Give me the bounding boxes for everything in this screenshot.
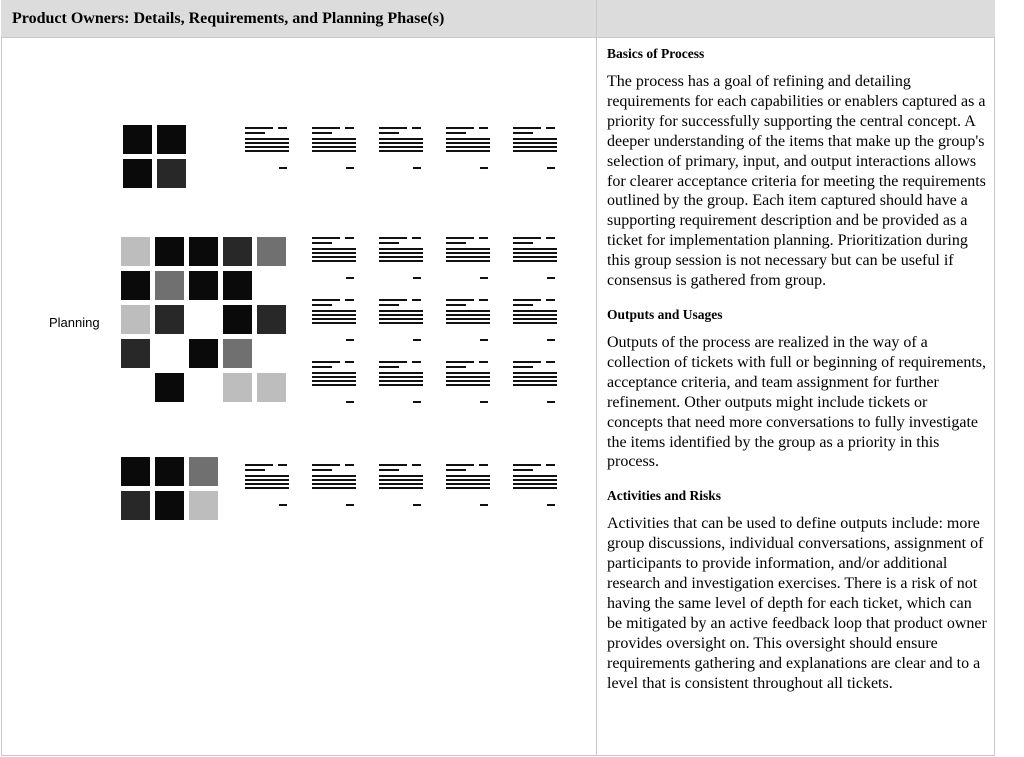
grid-square — [189, 237, 218, 266]
grid-square — [155, 237, 184, 266]
column-divider — [596, 0, 597, 756]
grid-square — [121, 457, 150, 486]
grid-square — [223, 271, 252, 300]
document-icon — [379, 237, 423, 283]
grid-square — [223, 237, 252, 266]
document-icon — [446, 299, 490, 345]
section-heading: Activities and Risks — [607, 488, 722, 504]
document-icon — [513, 127, 557, 173]
grid-square — [223, 305, 252, 334]
document-icon — [513, 237, 557, 283]
page-title: Product Owners: Details, Requirements, and Planning Phase(s) — [12, 10, 445, 27]
section-body: The process has a goal of refining and detailing requirements for each capabilities or enablers captured as a priority for successfully supporting the central concept. A deeper understanding of the items that make up the group's selection of primary, input, and output interactions allows for clearer acceptance criteria for meeting the requirements outlined by the group. Each item captured should have a supporting requirement description and be provided as a ticket for implementation planning. Prioritization during this group session is not necessary but can be useful if consensus is gathered from group. — [607, 73, 986, 290]
grid-square — [155, 271, 184, 300]
grid-square — [121, 491, 150, 520]
grid-square — [155, 373, 184, 402]
grid-square — [223, 373, 252, 402]
grid-square — [189, 491, 218, 520]
grid-square — [189, 271, 218, 300]
document-icon — [379, 464, 423, 510]
grid-square — [121, 339, 150, 368]
document-icon — [312, 299, 356, 345]
document-icon — [446, 361, 490, 407]
grid-square — [223, 339, 252, 368]
grid-square — [123, 125, 152, 154]
planning-diagram — [0, 38, 596, 756]
document-icon — [446, 127, 490, 173]
grid-square — [189, 457, 218, 486]
section-basics — [607, 46, 987, 291]
grid-square — [155, 457, 184, 486]
grid-square — [123, 159, 152, 188]
document-icon — [379, 127, 423, 173]
grid-square — [157, 159, 186, 188]
document-icon — [312, 361, 356, 407]
document-icon — [446, 464, 490, 510]
section-heading: Outputs and Usages — [607, 306, 723, 322]
grid-square — [189, 339, 218, 368]
document-icon — [245, 127, 289, 173]
grid-square — [121, 237, 150, 266]
grid-square — [121, 271, 150, 300]
section-body: Outputs of the process are realized in the way of a collection of tickets with full or beginning of requirements, acceptance criteria, and team assignment for further refinement. Other outputs might include tickets or concepts that need more conversations to fully investigate the items identified by the group as a priority in this process. — [607, 333, 987, 471]
document-icon — [312, 127, 356, 173]
document-icon — [379, 299, 423, 345]
document-icon — [446, 237, 490, 283]
row-label-planning: Planning — [49, 315, 100, 330]
grid-square — [257, 373, 286, 402]
section-body: Activities that can be used to define outputs include: more group discussions, individual conversations, assignment of participants to provide information, and/or additional research and investigation exercises. There is a risk of not having the same level of depth for each ticket, which can be mitigated by an active feedback loop that product owner provides oversight on. This oversight should ensure requirements gathering and explanations are clear and to a level that is consistent throughout all tickets. — [607, 515, 987, 692]
document-icon — [312, 237, 356, 283]
grid-square — [157, 125, 186, 154]
document-icon — [513, 299, 557, 345]
grid-square — [121, 305, 150, 334]
grid-square — [257, 305, 286, 334]
description-column — [607, 40, 987, 709]
grid-square — [257, 237, 286, 266]
document-icon — [379, 361, 423, 407]
document-icon — [513, 464, 557, 510]
document-icon — [312, 464, 356, 510]
document-icon — [513, 361, 557, 407]
document-icon — [245, 464, 289, 510]
section-outputs — [607, 307, 987, 472]
section-activities — [607, 488, 987, 693]
grid-square — [155, 491, 184, 520]
table-header — [1, 0, 995, 38]
grid-square — [155, 305, 184, 334]
section-heading: Basics of Process — [607, 46, 705, 61]
